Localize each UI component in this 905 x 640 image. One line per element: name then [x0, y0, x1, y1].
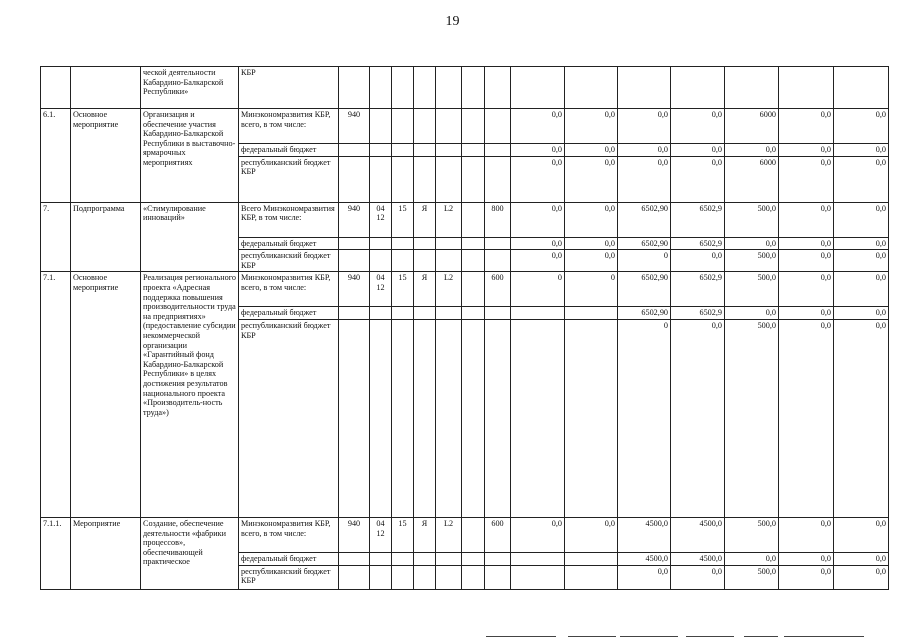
- table-row: [41, 67, 889, 109]
- code-cs3: [462, 202, 485, 237]
- value-cell: 0,0: [671, 319, 725, 517]
- value-cell: [565, 319, 618, 517]
- code-cs2: [436, 156, 462, 202]
- code-cs3: [462, 272, 485, 307]
- row-name: Создание, обеспечение деятельности «фабрики процессов», обеспечивающей практическое: [141, 517, 239, 589]
- code-vr: [485, 307, 511, 320]
- value-cell: 6000: [725, 109, 779, 144]
- row-name: ческой деятельности Кабардино-Балкарской Республики»: [141, 67, 239, 109]
- code-vr: [485, 552, 511, 565]
- code-rz: [370, 565, 392, 589]
- table-row: [41, 517, 889, 552]
- code-ps: [392, 319, 414, 517]
- value-cell: 0,0: [834, 517, 889, 552]
- value-cell: 0,0: [511, 144, 565, 157]
- code-cs3: [462, 156, 485, 202]
- code-cs2: [436, 552, 462, 565]
- code-cs2: [436, 307, 462, 320]
- code-cs3: [462, 517, 485, 552]
- value-cell: [565, 307, 618, 320]
- code-rz: [370, 109, 392, 144]
- code-ps: [392, 109, 414, 144]
- value-cell: [725, 67, 779, 109]
- value-cell: 0,0: [671, 109, 725, 144]
- value-cell: 0,0: [779, 156, 834, 202]
- value-cell: 0,0: [834, 552, 889, 565]
- value-cell: 0,0: [511, 109, 565, 144]
- value-cell: 6000: [725, 156, 779, 202]
- code-cs3: [462, 67, 485, 109]
- value-cell: 0,0: [671, 144, 725, 157]
- value-cell: 0,0: [834, 307, 889, 320]
- code-vr: [485, 156, 511, 202]
- value-cell: 500,0: [725, 565, 779, 589]
- executor-cell: федеральный бюджет: [239, 144, 339, 157]
- value-cell: 6502,9: [671, 237, 725, 250]
- value-cell: 6502,9: [671, 202, 725, 237]
- code-cs3: [462, 552, 485, 565]
- value-cell: 0: [618, 319, 671, 517]
- code-cs2: [436, 144, 462, 157]
- value-cell: 6502,90: [618, 307, 671, 320]
- code-vr: [485, 109, 511, 144]
- row-kind: Мероприятие: [71, 517, 141, 589]
- value-cell: 0,0: [779, 144, 834, 157]
- value-cell: 500,0: [725, 517, 779, 552]
- code-vr: 800: [485, 202, 511, 237]
- code-rz: [370, 250, 392, 272]
- value-cell: 500,0: [725, 319, 779, 517]
- row-number: 7.1.1.: [41, 517, 71, 589]
- code-ps: [392, 237, 414, 250]
- code-grbs: [339, 237, 370, 250]
- code-ps: [392, 67, 414, 109]
- value-cell: 4500,0: [618, 552, 671, 565]
- value-cell: 0,0: [511, 517, 565, 552]
- value-cell: 0,0: [779, 237, 834, 250]
- code-grbs: 940: [339, 109, 370, 144]
- value-cell: 0,0: [511, 156, 565, 202]
- code-ps: 15: [392, 517, 414, 552]
- value-cell: 0,0: [834, 250, 889, 272]
- value-cell: 0,0: [725, 552, 779, 565]
- code-cs1: Я: [414, 272, 436, 307]
- value-cell: 4500,0: [671, 552, 725, 565]
- value-cell: [511, 67, 565, 109]
- value-cell: [511, 565, 565, 589]
- code-ps: 15: [392, 272, 414, 307]
- row-kind: Основное мероприятие: [71, 109, 141, 203]
- value-cell: [565, 552, 618, 565]
- row-kind: [71, 67, 141, 109]
- code-rz: [370, 552, 392, 565]
- code-rz: 04 12: [370, 272, 392, 307]
- executor-cell: Минэкономразвития КБР, всего, в том числе:: [239, 517, 339, 552]
- row-number: [41, 67, 71, 109]
- code-vr: [485, 319, 511, 517]
- value-cell: 6502,9: [671, 272, 725, 307]
- value-cell: 0,0: [779, 552, 834, 565]
- code-rz: 04 12: [370, 202, 392, 237]
- row-number: 6.1.: [41, 109, 71, 203]
- code-cs3: [462, 307, 485, 320]
- value-cell: 0,0: [511, 250, 565, 272]
- table-body: [41, 67, 889, 590]
- value-cell: 0,0: [834, 319, 889, 517]
- value-cell: 0,0: [779, 307, 834, 320]
- row-name: «Стимулирование инноваций»: [141, 202, 239, 272]
- page-number: 19: [445, 14, 460, 29]
- value-cell: 6502,90: [618, 272, 671, 307]
- value-cell: 0,0: [618, 109, 671, 144]
- code-cs3: [462, 144, 485, 157]
- code-vr: 600: [485, 272, 511, 307]
- executor-cell: республиканский бюджет КБР: [239, 319, 339, 517]
- executor-cell: Минэкономразвития КБР, всего, в том числе:: [239, 272, 339, 307]
- executor-cell: Минэкономразвития КБР, всего, в том числе:: [239, 109, 339, 144]
- value-cell: 500,0: [725, 272, 779, 307]
- executor-cell: республиканский бюджет КБР: [239, 565, 339, 589]
- value-cell: 0,0: [834, 156, 889, 202]
- value-cell: 0,0: [834, 565, 889, 589]
- value-cell: 0,0: [671, 156, 725, 202]
- value-cell: 0,0: [779, 565, 834, 589]
- code-cs1: [414, 250, 436, 272]
- value-cell: 4500,0: [671, 517, 725, 552]
- code-cs3: [462, 565, 485, 589]
- value-cell: [511, 319, 565, 517]
- code-rz: [370, 237, 392, 250]
- code-cs1: [414, 319, 436, 517]
- code-ps: [392, 565, 414, 589]
- code-cs2: [436, 319, 462, 517]
- value-cell: 0,0: [618, 144, 671, 157]
- code-rz: [370, 144, 392, 157]
- row-number: 7.: [41, 202, 71, 272]
- executor-cell: Всего Минэкономразвития КБР, в том числе:: [239, 202, 339, 237]
- code-rz: [370, 67, 392, 109]
- code-cs3: [462, 109, 485, 144]
- value-cell: 0,0: [779, 250, 834, 272]
- value-cell: 0,0: [779, 202, 834, 237]
- code-cs1: [414, 307, 436, 320]
- code-grbs: [339, 156, 370, 202]
- code-grbs: [339, 319, 370, 517]
- executor-cell: республиканский бюджет КБР: [239, 250, 339, 272]
- value-cell: 0,0: [725, 237, 779, 250]
- code-ps: [392, 144, 414, 157]
- code-ps: [392, 552, 414, 565]
- value-cell: 0,0: [725, 144, 779, 157]
- code-cs2: L2: [436, 202, 462, 237]
- value-cell: 0,0: [618, 565, 671, 589]
- code-cs1: [414, 156, 436, 202]
- value-cell: 0,0: [834, 109, 889, 144]
- value-cell: 0,0: [565, 144, 618, 157]
- value-cell: 6502,90: [618, 237, 671, 250]
- value-cell: 4500,0: [618, 517, 671, 552]
- executor-cell: федеральный бюджет: [239, 307, 339, 320]
- value-cell: 0: [565, 272, 618, 307]
- value-cell: 0,0: [511, 202, 565, 237]
- row-number: 7.1.: [41, 272, 71, 518]
- executor-cell: федеральный бюджет: [239, 552, 339, 565]
- value-cell: [671, 67, 725, 109]
- value-cell: 0,0: [565, 156, 618, 202]
- value-cell: [779, 67, 834, 109]
- value-cell: 6502,9: [671, 307, 725, 320]
- code-cs3: [462, 237, 485, 250]
- code-ps: 15: [392, 202, 414, 237]
- value-cell: 0,0: [618, 156, 671, 202]
- value-cell: 0,0: [725, 307, 779, 320]
- code-cs1: [414, 237, 436, 250]
- value-cell: [565, 67, 618, 109]
- code-rz: [370, 307, 392, 320]
- code-cs1: Я: [414, 517, 436, 552]
- code-grbs: 940: [339, 202, 370, 237]
- code-rz: 04 12: [370, 517, 392, 552]
- value-cell: 6502,90: [618, 202, 671, 237]
- executor-cell: федеральный бюджет: [239, 237, 339, 250]
- code-cs1: [414, 565, 436, 589]
- code-grbs: 940: [339, 517, 370, 552]
- code-cs3: [462, 319, 485, 517]
- code-ps: [392, 307, 414, 320]
- table-row: [41, 202, 889, 237]
- value-cell: 0,0: [671, 250, 725, 272]
- value-cell: 0,0: [511, 237, 565, 250]
- signature-lines: [486, 634, 866, 640]
- value-cell: 0: [618, 250, 671, 272]
- code-vr: [485, 144, 511, 157]
- value-cell: 0,0: [565, 250, 618, 272]
- value-cell: [618, 67, 671, 109]
- code-grbs: [339, 552, 370, 565]
- code-grbs: 940: [339, 272, 370, 307]
- code-cs2: [436, 67, 462, 109]
- row-name: Организация и обеспечение участия Кабардино-Балкарской Республики в выставочно-ярмарочных мероприятиях: [141, 109, 239, 203]
- code-cs2: [436, 250, 462, 272]
- code-cs1: [414, 67, 436, 109]
- code-cs1: [414, 144, 436, 157]
- code-cs2: L2: [436, 517, 462, 552]
- value-cell: 0,0: [834, 202, 889, 237]
- code-cs1: Я: [414, 202, 436, 237]
- value-cell: 0,0: [779, 319, 834, 517]
- code-grbs: [339, 565, 370, 589]
- code-cs2: [436, 237, 462, 250]
- code-rz: [370, 319, 392, 517]
- code-cs2: [436, 109, 462, 144]
- code-cs1: [414, 109, 436, 144]
- row-kind: Основное мероприятие: [71, 272, 141, 518]
- code-grbs: [339, 144, 370, 157]
- table-row: [41, 109, 889, 144]
- code-cs2: L2: [436, 272, 462, 307]
- code-vr: [485, 237, 511, 250]
- code-vr: [485, 67, 511, 109]
- value-cell: 0,0: [834, 144, 889, 157]
- code-rz: [370, 156, 392, 202]
- table-row: [41, 272, 889, 307]
- code-ps: [392, 156, 414, 202]
- budget-table: [40, 66, 889, 590]
- value-cell: 500,0: [725, 202, 779, 237]
- value-cell: [834, 67, 889, 109]
- code-grbs: [339, 67, 370, 109]
- value-cell: [565, 565, 618, 589]
- code-ps: [392, 250, 414, 272]
- value-cell: [511, 552, 565, 565]
- value-cell: 0,0: [565, 517, 618, 552]
- value-cell: 0,0: [671, 565, 725, 589]
- value-cell: 0,0: [834, 272, 889, 307]
- value-cell: 0,0: [565, 109, 618, 144]
- code-cs1: [414, 552, 436, 565]
- code-vr: [485, 250, 511, 272]
- executor-cell: республиканский бюджет КБР: [239, 156, 339, 202]
- code-grbs: [339, 250, 370, 272]
- code-vr: [485, 565, 511, 589]
- value-cell: 0,0: [834, 237, 889, 250]
- row-kind: Подпрограмма: [71, 202, 141, 272]
- row-name: Реализация регионального проекта «Адресная поддержка повышения производительности труда на предприятиях» (предоставление субсидии некоммерческой организации «Гарантийный фонд Кабардино-Балкарской Республики» в целях достижения результатов национального проекта «Производитель-ность труда»): [141, 272, 239, 518]
- value-cell: [511, 307, 565, 320]
- code-grbs: [339, 307, 370, 320]
- value-cell: 0,0: [779, 272, 834, 307]
- code-cs3: [462, 250, 485, 272]
- code-vr: 600: [485, 517, 511, 552]
- value-cell: 500,0: [725, 250, 779, 272]
- value-cell: 0,0: [779, 109, 834, 144]
- value-cell: 0,0: [565, 202, 618, 237]
- value-cell: 0,0: [779, 517, 834, 552]
- executor-cell: КБР: [239, 67, 339, 109]
- value-cell: 0: [511, 272, 565, 307]
- code-cs2: [436, 565, 462, 589]
- value-cell: 0,0: [565, 237, 618, 250]
